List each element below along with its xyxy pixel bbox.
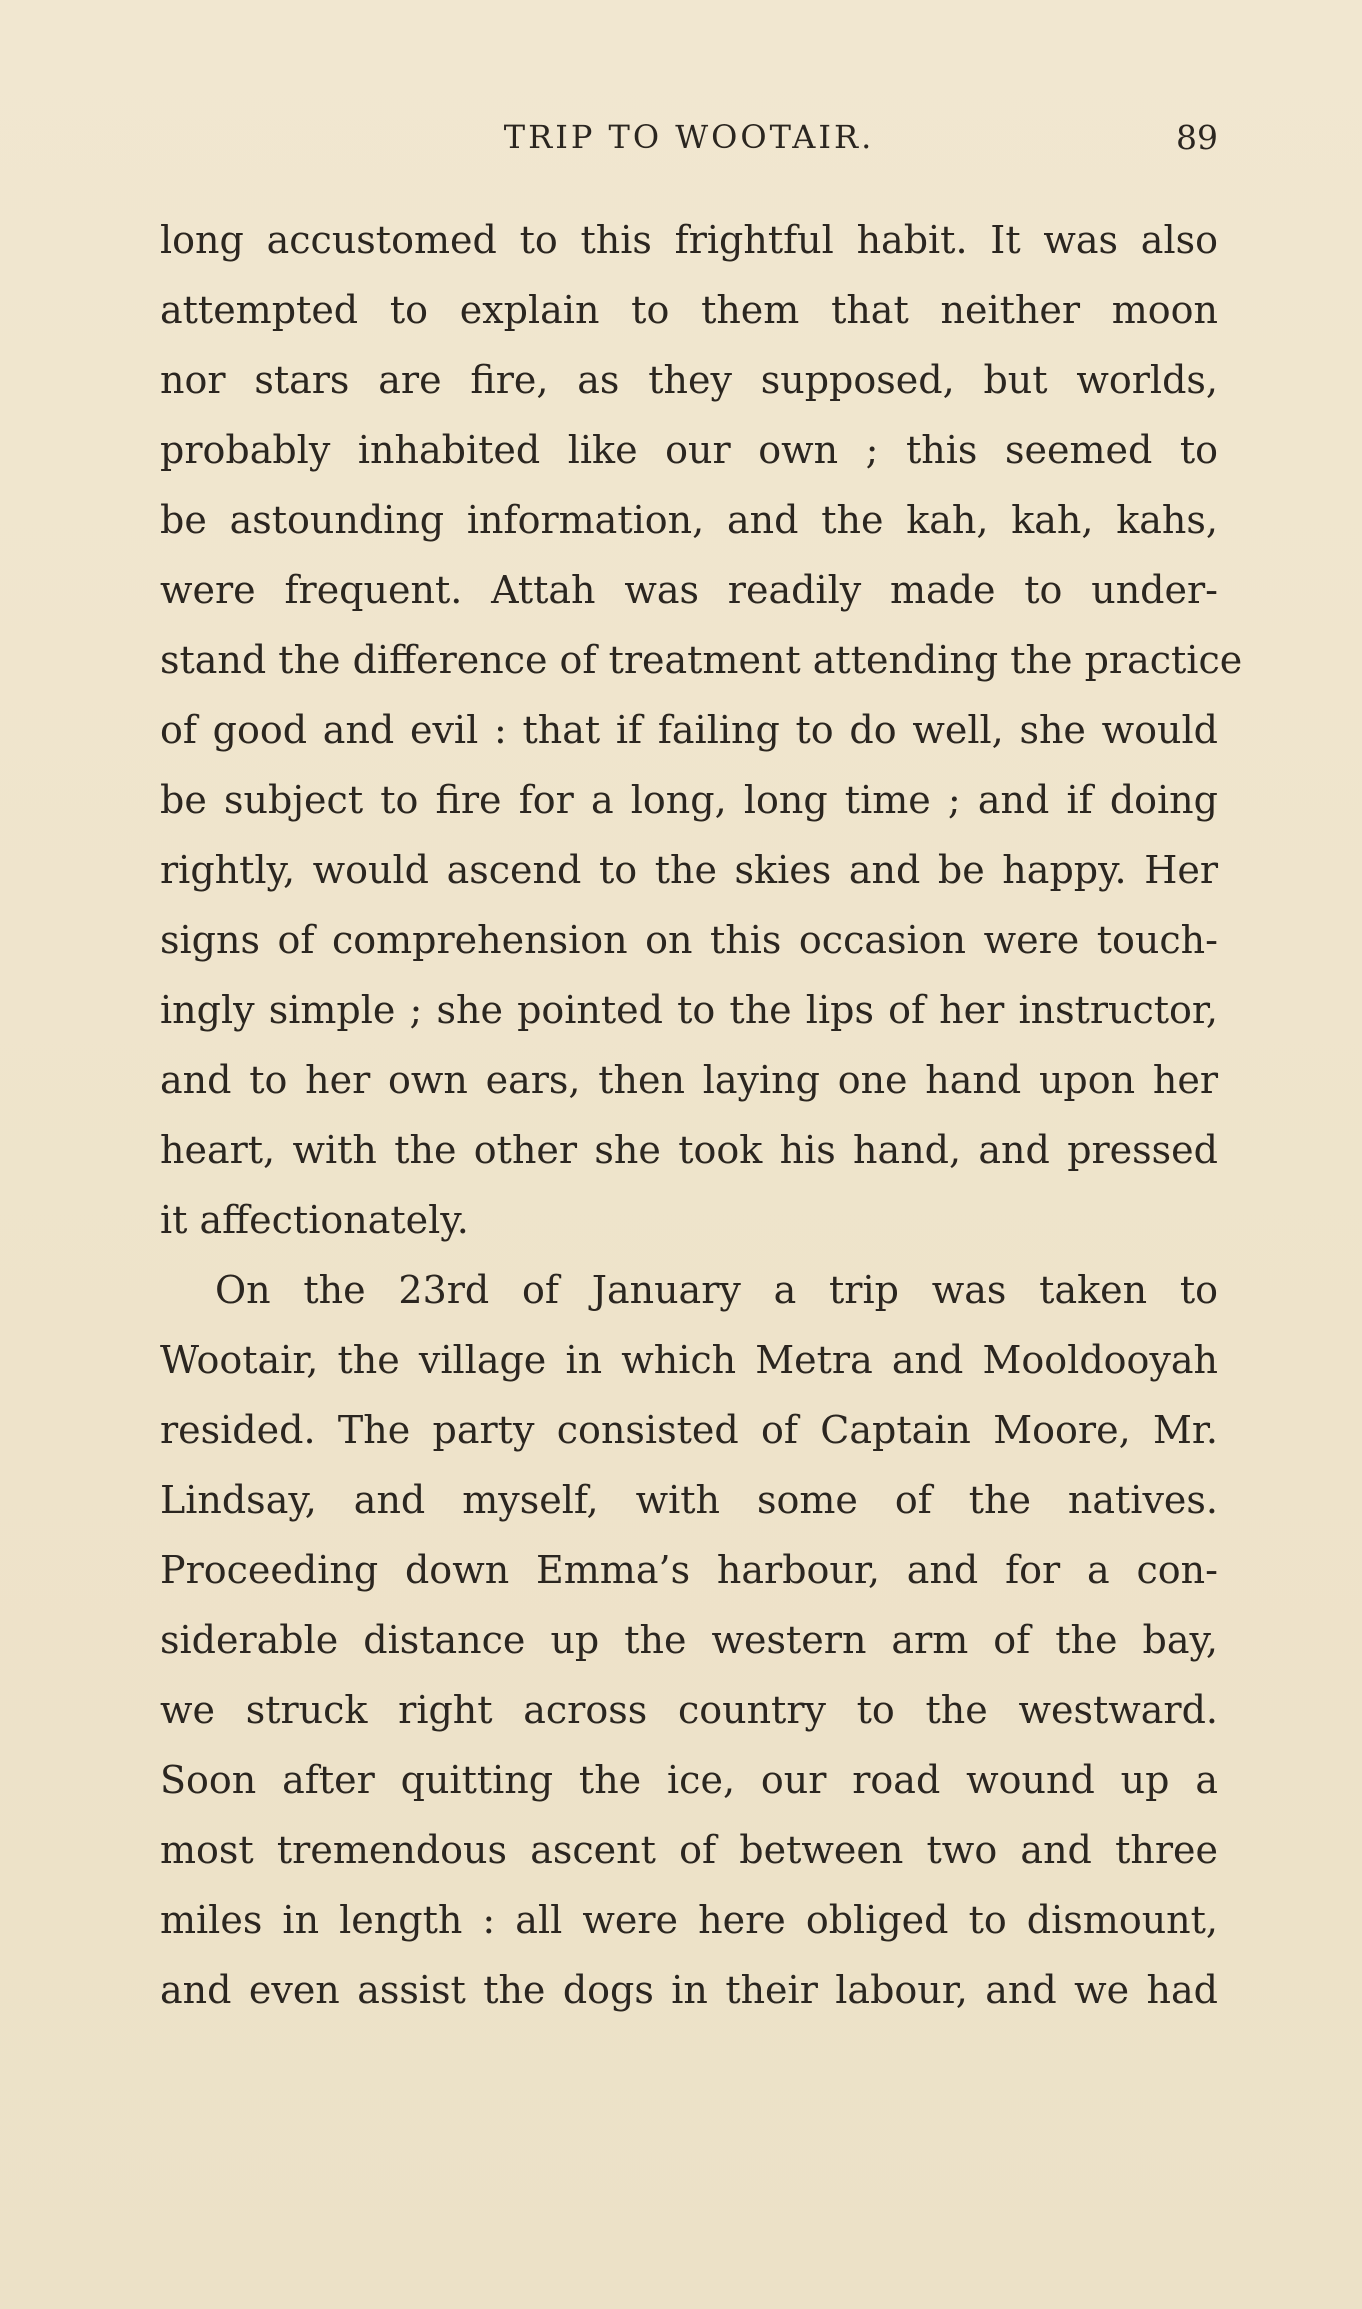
- text-line: stand the difference of treatment attending the practice: [160, 638, 1243, 682]
- text-line: Wootair, the village in which Metra and Mooldooyah: [160, 1338, 1218, 1382]
- text-line: be astounding information, and the kah, kah, kahs,: [160, 498, 1218, 542]
- text-line: we struck right across country to the westward.: [160, 1688, 1218, 1732]
- body-text: [160, 205, 1243, 2025]
- text-line: Proceeding down Emma’s harbour, and for a con-: [160, 1548, 1218, 1592]
- page-number: 89: [1176, 118, 1218, 157]
- text-line: were frequent. Attah was readily made to under-: [160, 568, 1218, 612]
- text-line: of good and evil : that if failing to do well, she would: [160, 708, 1218, 752]
- text-line: resided. The party consisted of Captain Moore, Mr.: [160, 1408, 1218, 1452]
- text-line: rightly, would ascend to the skies and be happy. Her: [160, 848, 1218, 892]
- text-line: On the 23rd of January a trip was taken to: [215, 1268, 1218, 1312]
- text-line: it affectionately.: [160, 1198, 469, 1242]
- text-line: be subject to fire for a long, long time ; and if doing: [160, 778, 1218, 822]
- text-line: and even assist the dogs in their labour, and we had: [160, 1968, 1218, 2012]
- text-line: ingly simple ; she pointed to the lips of her instructor,: [160, 988, 1218, 1032]
- text-line: miles in length : all were here obliged to dismount,: [160, 1898, 1218, 1942]
- running-title: TRIP TO WOOTAIR.: [503, 118, 875, 156]
- text-line: long accustomed to this frightful habit. It was also: [160, 218, 1218, 262]
- text-line: probably inhabited like our own ; this seemed to: [160, 428, 1218, 472]
- text-line: heart, with the other she took his hand, and pressed: [160, 1128, 1218, 1172]
- text-line: siderable distance up the western arm of the bay,: [160, 1618, 1218, 1662]
- text-line: most tremendous ascent of between two and three: [160, 1828, 1218, 1872]
- text-line: Lindsay, and myself, with some of the natives.: [160, 1478, 1218, 1522]
- paragraph: [160, 205, 1243, 1255]
- text-line: Soon after quitting the ice, our road wound up a: [160, 1758, 1218, 1802]
- text-line: attempted to explain to them that neither moon: [160, 288, 1218, 332]
- text-line: nor stars are fire, as they supposed, but worlds,: [160, 358, 1218, 402]
- paragraph: [160, 1255, 1218, 2025]
- text-line: and to her own ears, then laying one hand upon her: [160, 1058, 1218, 1102]
- text-line: signs of comprehension on this occasion were touch-: [160, 918, 1218, 962]
- running-head: [160, 118, 1218, 164]
